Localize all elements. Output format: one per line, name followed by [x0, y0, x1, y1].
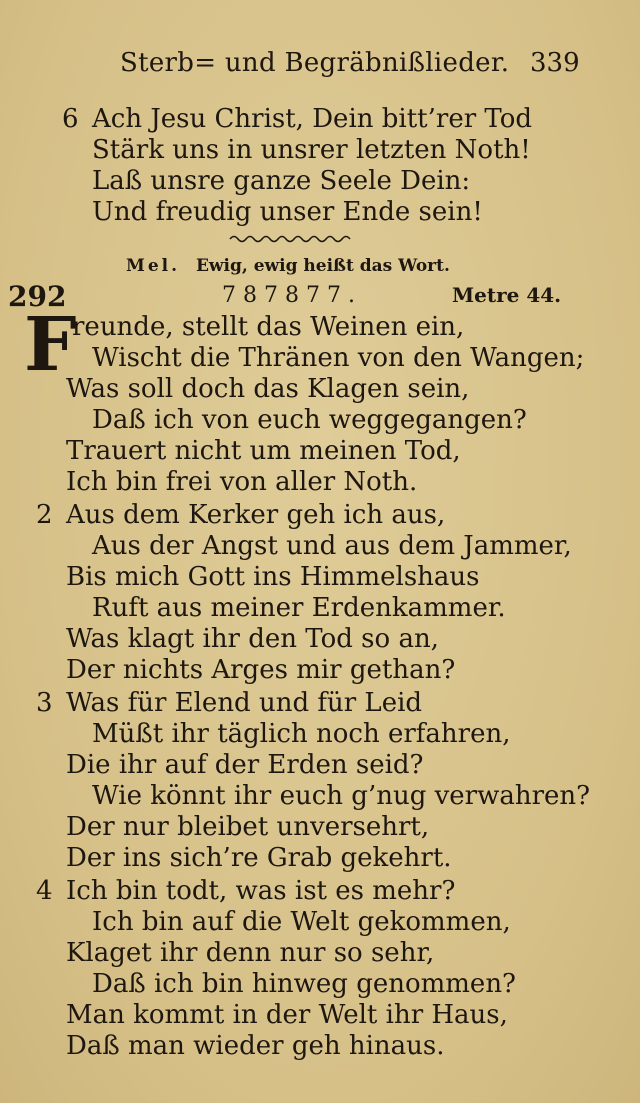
verse-line: Klaget ihr denn nur so sehr,: [66, 938, 435, 968]
verse-number: 3: [36, 688, 53, 718]
verse-line: Ich bin frei von aller Noth.: [66, 467, 418, 497]
verse-line: Ich bin auf die Welt gekommen,: [92, 907, 511, 937]
verse-number: 2: [36, 500, 53, 530]
verse-line: Daß ich von euch weggegangen?: [92, 405, 527, 435]
verse-line: Ich bin todt, was ist es mehr?: [66, 876, 456, 906]
meter-syllables: 787877.: [222, 283, 362, 308]
verse-line: Die ihr auf der Erden seid?: [66, 750, 424, 780]
wave-ornament: [228, 232, 356, 246]
verse-line: Daß man wieder geh hinaus.: [66, 1031, 445, 1061]
verse-line: Müßt ihr täglich noch erfahren,: [92, 719, 511, 749]
verse-line: Ruft aus meiner Erdenkammer.: [92, 593, 506, 623]
verse-line: Bis mich Gott ins Himmelshaus: [66, 562, 480, 592]
melody-name: Ewig, ewig heißt das Wort.: [195, 256, 450, 276]
verse-line: Daß ich bin hinweg genommen?: [92, 969, 516, 999]
verse-line: Was für Elend und für Leid: [66, 688, 423, 718]
verse-line: Aus der Angst und aus dem Jammer,: [92, 531, 572, 561]
verse-line: Man kommt in der Welt ihr Haus,: [66, 1000, 508, 1030]
melody-label: Mel.: [126, 256, 181, 276]
page-number: 339: [530, 48, 580, 78]
metre-label: Metre 44.: [452, 283, 562, 307]
verse-line: Der ins sich’re Grab gekehrt.: [66, 843, 452, 873]
verse-line: Und freudig unser Ende sein!: [92, 197, 483, 227]
drop-cap: F: [24, 302, 77, 388]
hymn-number: 292: [8, 280, 67, 313]
verse-number: 6: [62, 104, 79, 134]
running-header: [0, 48, 640, 88]
verse-line: reunde, stellt das Weinen ein,: [72, 312, 465, 342]
verse-line: Ach Jesu Christ, Dein bitt’rer Tod: [92, 104, 533, 134]
verse-line: Wischt die Thränen von den Wangen;: [92, 343, 585, 373]
verse-line: Was soll doch das Klagen sein,: [66, 374, 470, 404]
verse-line: Was klagt ihr den Tod so an,: [66, 624, 439, 654]
verse-line: Trauert nicht um meinen Tod,: [66, 436, 461, 466]
verse-line: Wie könnt ihr euch g’nug verwahren?: [92, 781, 591, 811]
verse-line: Laß unsre ganze Seele Dein:: [92, 166, 471, 196]
verse-line: Der nichts Arges mir gethan?: [66, 655, 456, 685]
verse-line: Stärk uns in unsrer letzten Noth!: [92, 135, 531, 165]
verse-line: Der nur bleibet unversehrt,: [66, 812, 430, 842]
verse-line: Aus dem Kerker geh ich aus,: [66, 500, 446, 530]
melody-line: [126, 256, 450, 276]
verse-number: 4: [36, 876, 53, 906]
section-title: Sterb= und Begräbnißlieder.: [120, 48, 510, 78]
